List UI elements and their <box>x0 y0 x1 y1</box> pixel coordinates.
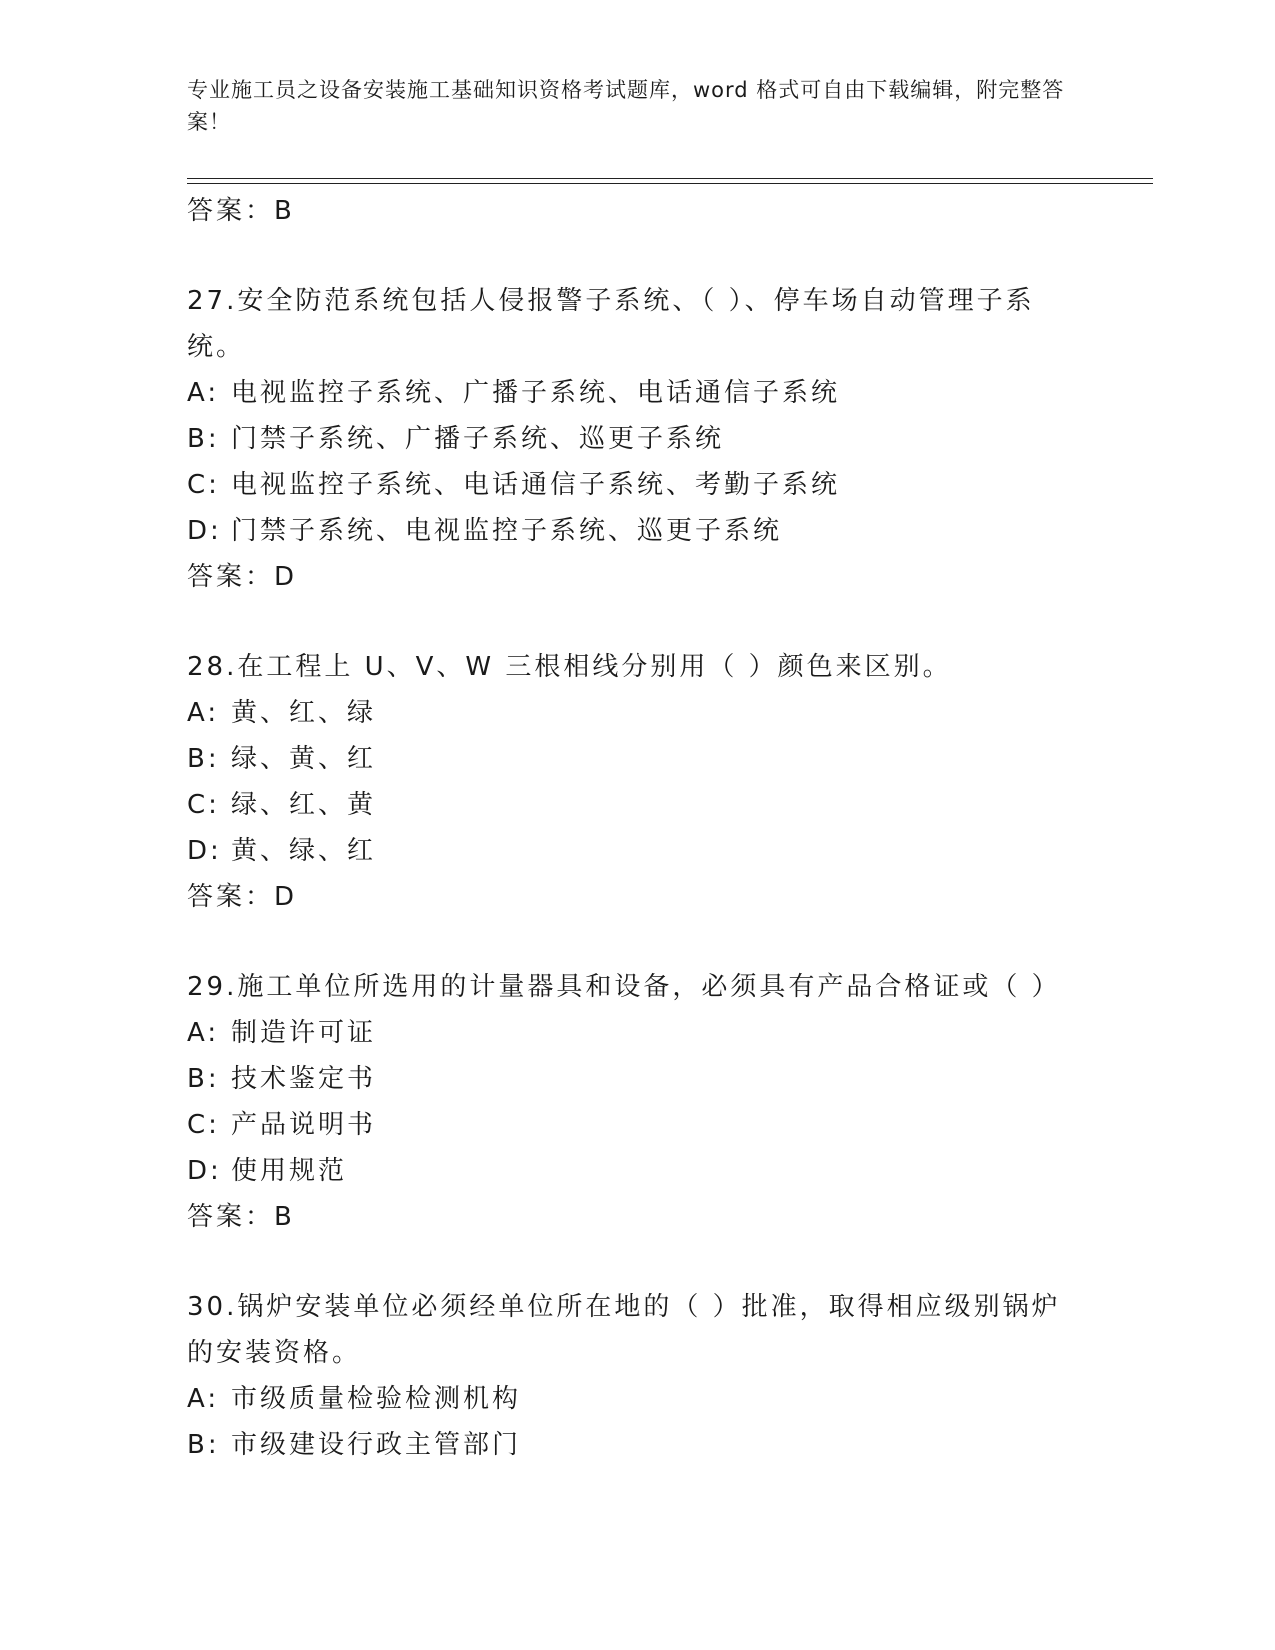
option-letter: C: <box>187 790 220 820</box>
option-b <box>187 1056 1087 1102</box>
question-stem: 30.锅炉安装单位必须经单位所在地的（ ）批准，取得相应级别锅炉的安装资格。 <box>187 1292 1061 1368</box>
header-divider-bottom <box>187 183 1153 184</box>
option-letter: B: <box>187 744 220 774</box>
option-a <box>187 690 1087 736</box>
question-stem: 29.施工单位所选用的计量器具和设备，必须具有产品合格证或（ ） <box>187 972 1061 1002</box>
question-28 <box>187 644 1087 920</box>
option-a <box>187 1376 1087 1422</box>
option-c <box>187 462 1087 508</box>
option-text: 绿、红、黄 <box>231 790 377 820</box>
answer-label: 答案：B <box>187 196 295 226</box>
option-a <box>187 1010 1087 1056</box>
option-text: 黄、红、绿 <box>231 698 377 728</box>
option-text: 门禁子系统、电视监控子系统、巡更子系统 <box>231 516 783 546</box>
option-d <box>187 828 1087 874</box>
question-27 <box>187 278 1087 600</box>
document-header: 专业施工员之设备安装施工基础知识资格考试题库，word 格式可自由下载编辑，附完整答案！ <box>187 78 1065 134</box>
header-divider-top <box>187 178 1153 179</box>
option-d <box>187 508 1087 554</box>
option-text: 市级建设行政主管部门 <box>231 1430 522 1460</box>
option-a <box>187 370 1087 416</box>
option-b <box>187 736 1087 782</box>
question-stem: 27.安全防范系统包括人侵报警子系统、（ ）、停车场自动管理子系统。 <box>187 286 1035 362</box>
option-letter: D: <box>187 516 222 546</box>
question-stem: 28.在工程上 U、V、W 三根相线分别用（ ）颜色来区别。 <box>187 652 952 682</box>
option-letter: B: <box>187 1064 220 1094</box>
option-b <box>187 1422 1087 1468</box>
option-text: 产品说明书 <box>231 1110 377 1140</box>
option-letter: D: <box>187 836 222 866</box>
answer-label: 答案：B <box>187 1202 295 1232</box>
answer-label: 答案：D <box>187 562 298 592</box>
option-text: 技术鉴定书 <box>231 1064 377 1094</box>
option-c <box>187 1102 1087 1148</box>
option-letter: A: <box>187 378 220 408</box>
option-letter: C: <box>187 1110 220 1140</box>
option-letter: A: <box>187 1018 220 1048</box>
option-text: 市级质量检验检测机构 <box>231 1384 522 1414</box>
question-30 <box>187 1284 1087 1468</box>
option-text: 黄、绿、红 <box>231 836 377 866</box>
option-text: 使用规范 <box>231 1156 348 1186</box>
option-letter: A: <box>187 698 220 728</box>
option-text: 电视监控子系统、广播子系统、电话通信子系统 <box>231 378 841 408</box>
option-d <box>187 1148 1087 1194</box>
question-list <box>187 188 1087 1468</box>
option-letter: B: <box>187 424 220 454</box>
option-text: 绿、黄、红 <box>231 744 377 774</box>
option-text: 门禁子系统、广播子系统、巡更子系统 <box>231 424 725 454</box>
option-letter: C: <box>187 470 220 500</box>
answer-label: 答案：D <box>187 882 298 912</box>
option-text: 电视监控子系统、电话通信子系统、考勤子系统 <box>231 470 841 500</box>
question-29 <box>187 964 1087 1240</box>
option-letter: B: <box>187 1430 220 1460</box>
option-text: 制造许可证 <box>231 1018 377 1048</box>
option-letter: A: <box>187 1384 220 1414</box>
option-b <box>187 416 1087 462</box>
option-letter: D: <box>187 1156 222 1186</box>
option-c <box>187 782 1087 828</box>
